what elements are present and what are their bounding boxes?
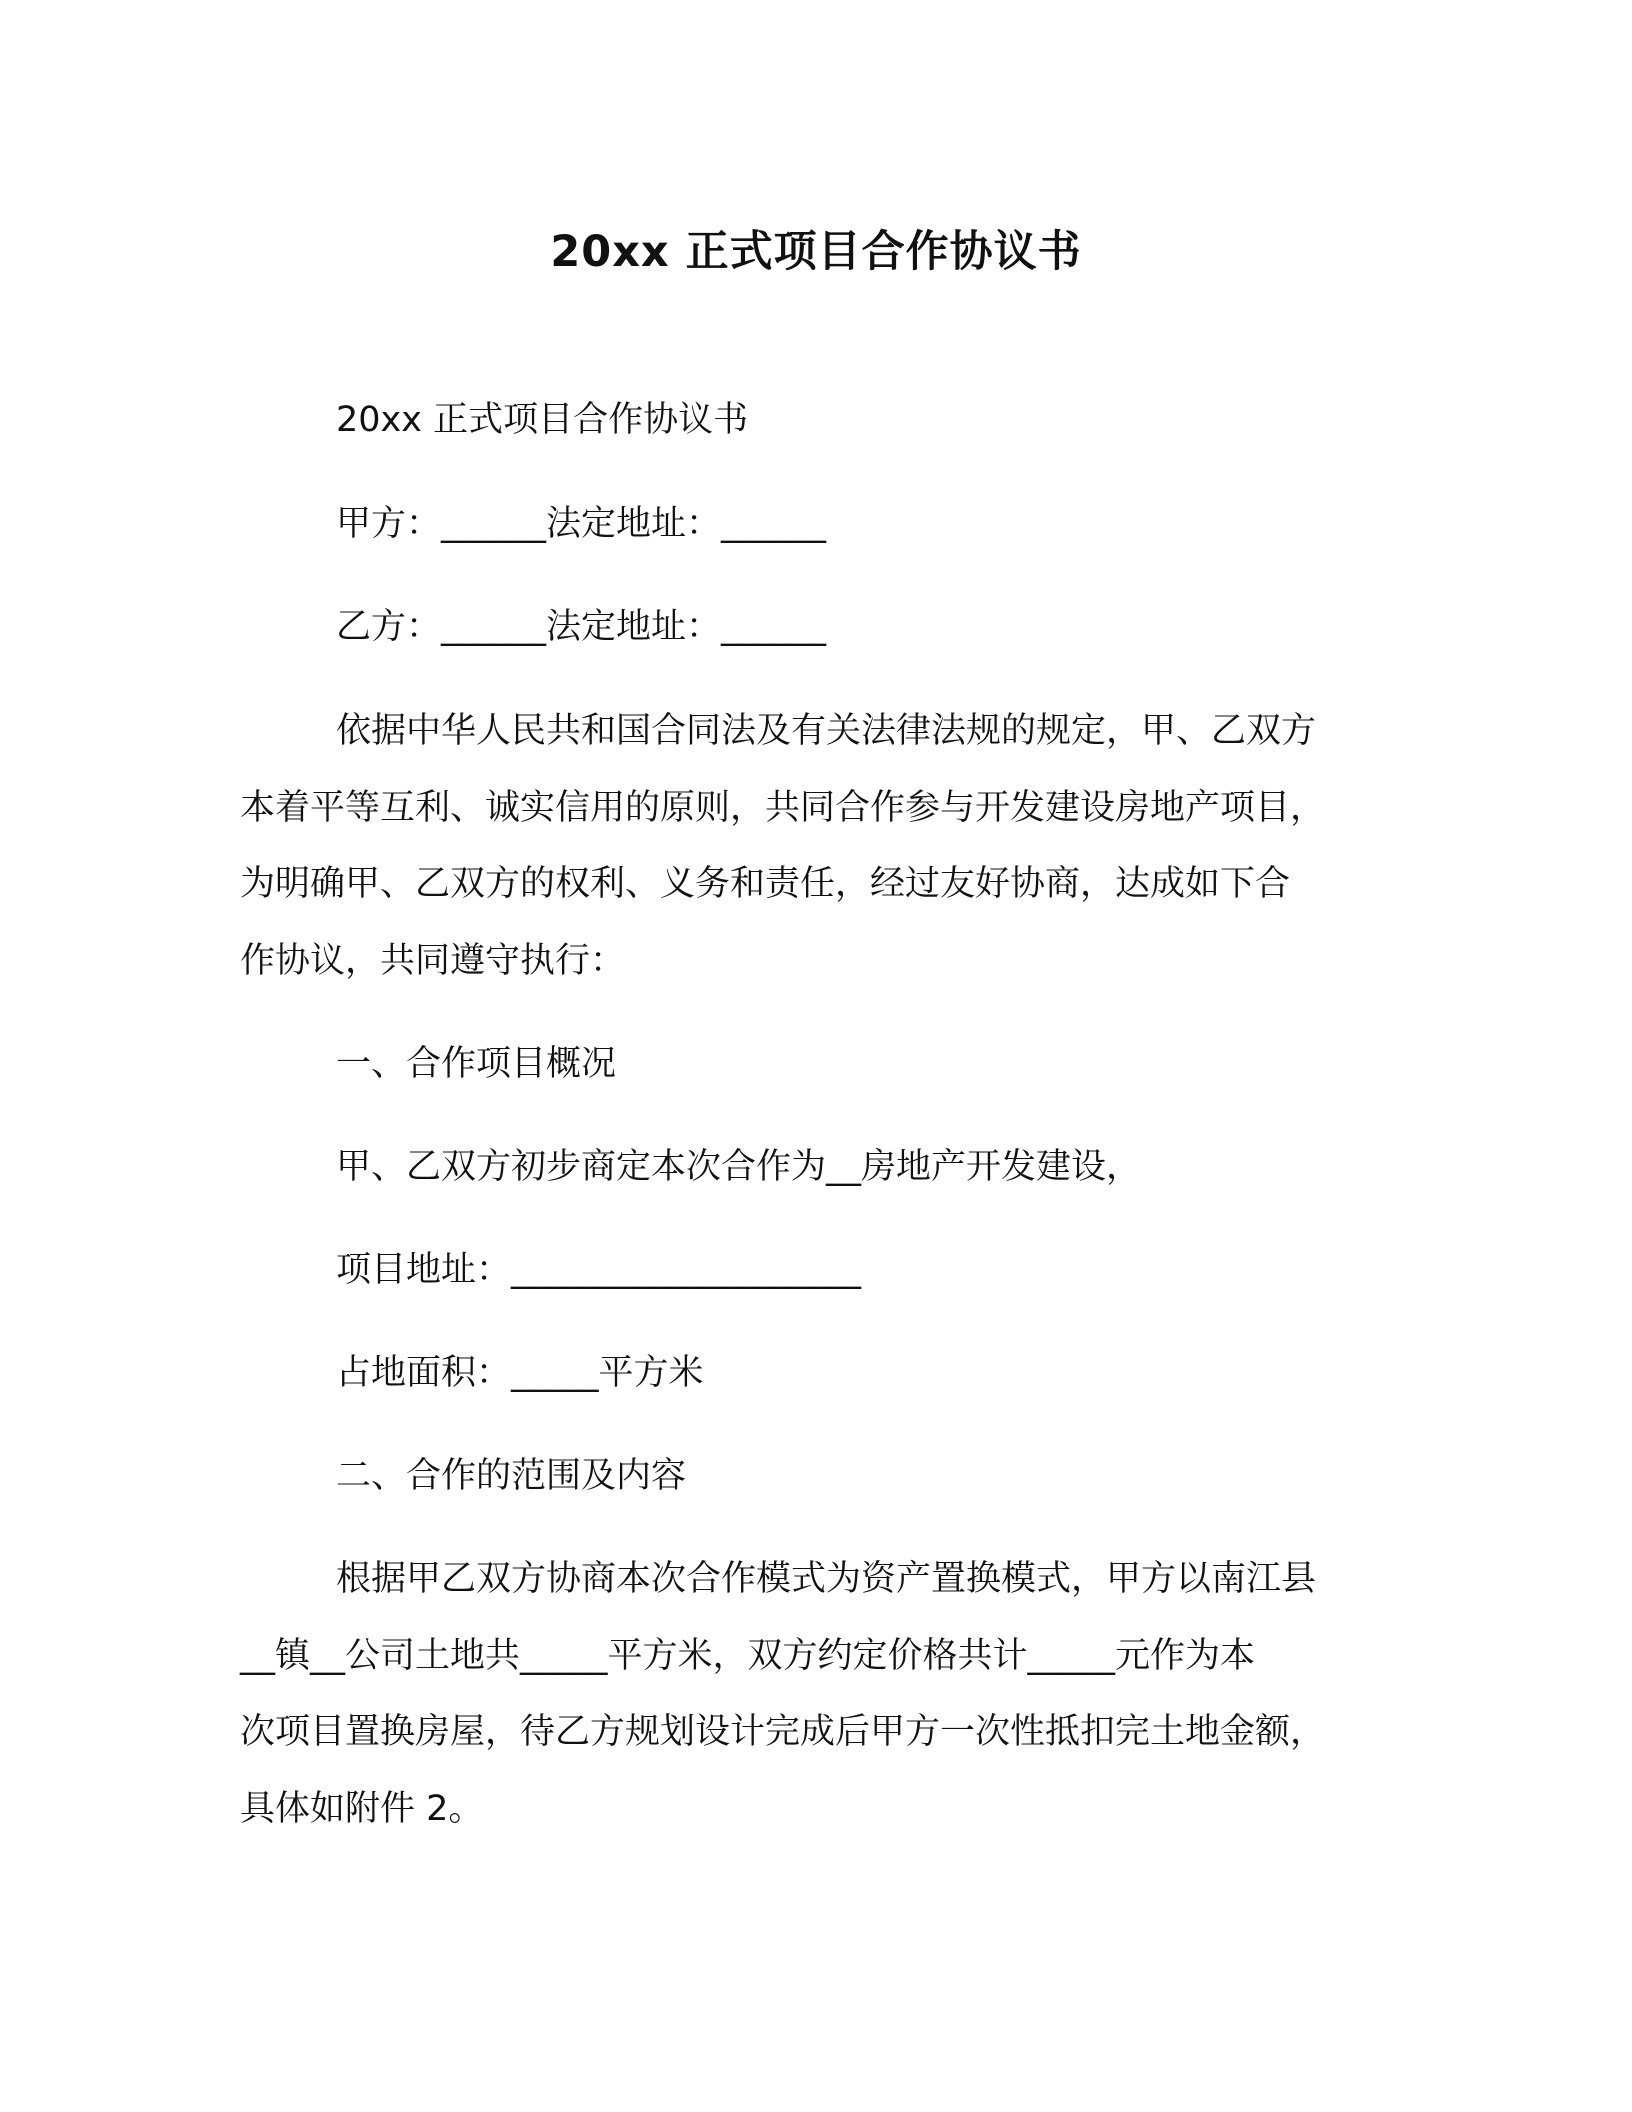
document-title: 20xx 正式项目合作协议书 [550, 227, 1082, 277]
section-2-line-3: 次项目置换房屋，待乙方规划设计完成后甲方一次性抵扣完土地金额， [240, 1712, 1326, 1752]
section-2-line-1: 根据甲乙双方协商本次合作模式为资产置换模式，甲方以南江县 [336, 1559, 1317, 1599]
preamble-line-4: 作协议，共同遵守执行： [240, 941, 626, 981]
preamble-line-3: 为明确甲、乙双方的权利、义务和责任，经过友好协商，达成如下合 [240, 864, 1291, 904]
preamble-line-2: 本着平等互利、诚实信用的原则，共同合作参与开发建设房地产项目， [240, 788, 1326, 828]
party-b-line: 乙方：______法定地址：______ [336, 607, 827, 647]
subtitle-line: 20xx 正式项目合作协议书 [336, 400, 749, 440]
section-1-heading: 一、合作项目概况 [336, 1044, 617, 1084]
section-2-line-2: __镇__公司土地共_____平方米，双方约定价格共计_____元作为本 [240, 1636, 1256, 1676]
land-area-line: 占地面积：_____平方米 [336, 1353, 704, 1393]
section-2-line-4: 具体如附件 2。 [240, 1789, 484, 1829]
section-2-heading: 二、合作的范围及内容 [336, 1456, 687, 1496]
preamble-line-1: 依据中华人民共和国合同法及有关法律法规的规定，甲、乙双方 [336, 711, 1317, 751]
project-address-line: 项目地址：____________________ [336, 1250, 862, 1290]
party-a-line: 甲方：______法定地址：______ [336, 504, 827, 544]
section-1-text: 甲、乙双方初步商定本次合作为__房地产开发建设， [336, 1147, 1142, 1187]
